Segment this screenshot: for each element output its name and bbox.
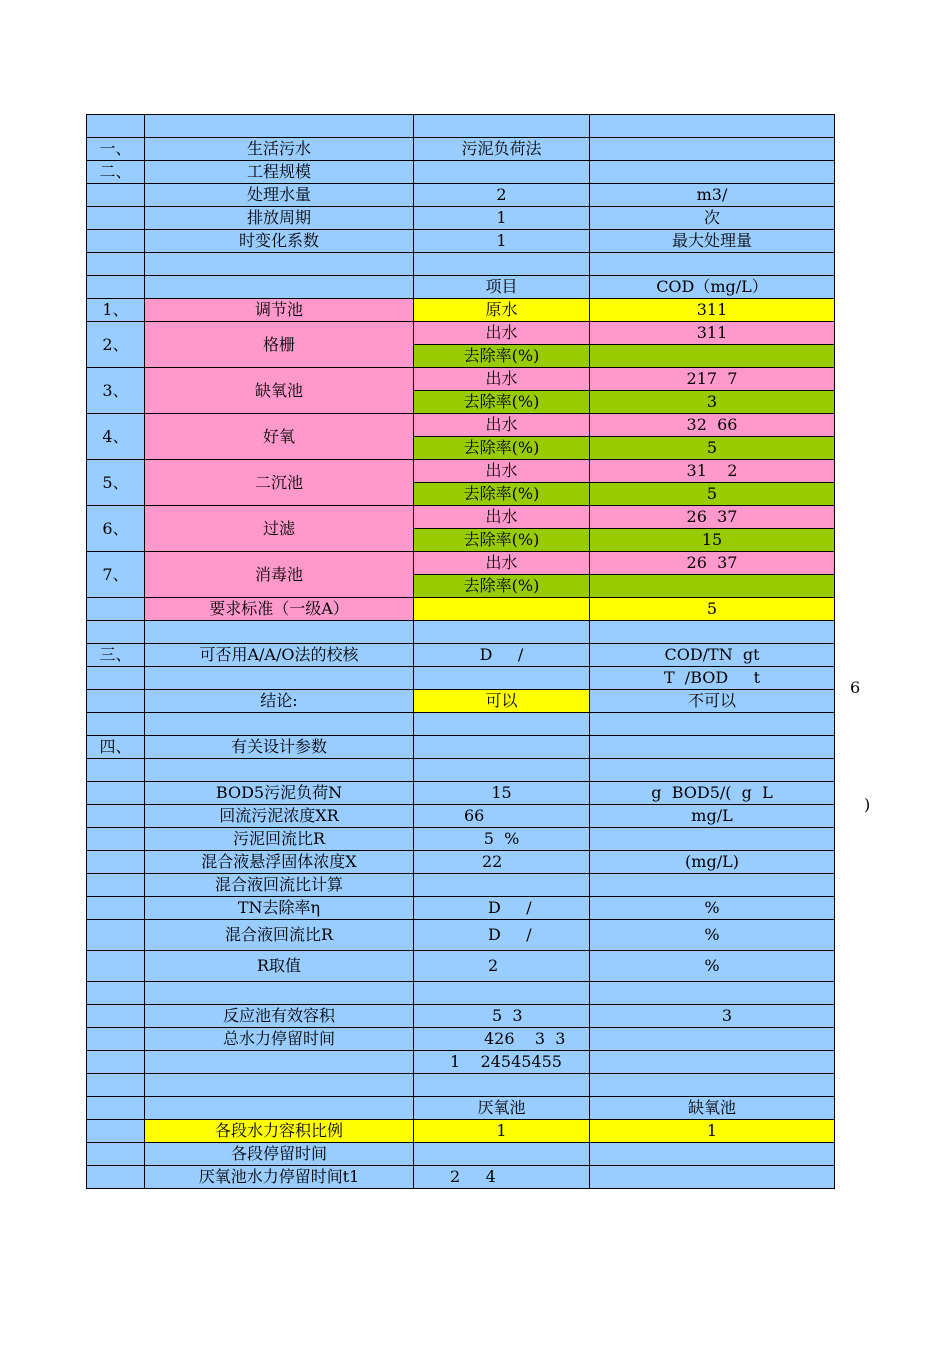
stage-name[interactable]: 好氧 <box>145 414 414 460</box>
cell[interactable] <box>87 982 145 1005</box>
param-unit[interactable]: % <box>590 951 835 982</box>
removal-rate-value[interactable]: 5 <box>590 437 835 460</box>
cell[interactable] <box>87 805 145 828</box>
unit-cell[interactable]: 次 <box>590 207 835 230</box>
param-label[interactable]: 各段水力容积比例 <box>145 1120 414 1143</box>
effluent-value[interactable]: 32 66 <box>590 414 835 437</box>
stage-name[interactable]: 二沉池 <box>145 460 414 506</box>
cell[interactable] <box>414 621 590 644</box>
section-title[interactable]: 生活污水 <box>145 138 414 161</box>
stage-name[interactable]: 调节池 <box>145 299 414 322</box>
cell[interactable] <box>414 161 590 184</box>
standard-label[interactable]: 要求标准（一级A） <box>145 598 414 621</box>
param-label[interactable]: 总水力停留时间 <box>145 1028 414 1051</box>
cell[interactable] <box>590 1028 835 1051</box>
standard-cell[interactable] <box>414 598 590 621</box>
param-label[interactable]: BOD5污泥负荷N <box>145 782 414 805</box>
overflow-text: 6 <box>850 678 861 697</box>
cell[interactable] <box>87 851 145 874</box>
section-number[interactable]: 二、 <box>87 161 145 184</box>
cell[interactable] <box>87 828 145 851</box>
conclusion-label[interactable]: 结论: <box>145 690 414 713</box>
cell[interactable] <box>590 621 835 644</box>
cell[interactable] <box>590 759 835 782</box>
cell[interactable] <box>87 207 145 230</box>
raw-water-value[interactable]: 311 <box>590 299 835 322</box>
cell[interactable] <box>87 1143 145 1166</box>
cell[interactable] <box>145 1051 414 1074</box>
value-cell[interactable]: 1 <box>414 230 590 253</box>
section-number[interactable]: 四、 <box>87 736 145 759</box>
param-value[interactable]: 1 <box>590 1120 835 1143</box>
conclusion-yes[interactable]: 可以 <box>414 690 590 713</box>
cell[interactable] <box>590 1166 835 1189</box>
cell[interactable] <box>87 951 145 982</box>
cell[interactable] <box>145 115 414 138</box>
cell[interactable] <box>87 759 145 782</box>
header-cell[interactable]: 厌氧池 <box>414 1097 590 1120</box>
param-value[interactable]: 426 3 3 <box>414 1028 590 1051</box>
removal-rate-label[interactable]: 去除率(%) <box>414 483 590 506</box>
param-label[interactable]: 厌氧池水力停留时间t1 <box>145 1166 414 1189</box>
cell[interactable] <box>87 920 145 951</box>
cell[interactable] <box>87 782 145 805</box>
cell[interactable] <box>414 982 590 1005</box>
section-title[interactable]: 有关设计参数 <box>145 736 414 759</box>
stage-name[interactable]: 格栅 <box>145 322 414 368</box>
cell[interactable] <box>414 667 590 690</box>
cell[interactable] <box>590 138 835 161</box>
design-spreadsheet <box>86 114 835 1189</box>
unit-cell[interactable]: 最大处理量 <box>590 230 835 253</box>
param-unit[interactable]: g BOD5/( g L <box>590 782 835 805</box>
param-label[interactable]: 各段停留时间 <box>145 1143 414 1166</box>
cell[interactable] <box>414 874 590 897</box>
header-cell[interactable]: 项目 <box>414 276 590 299</box>
param-unit[interactable] <box>590 828 835 851</box>
removal-rate-label[interactable]: 去除率(%) <box>414 437 590 460</box>
param-label[interactable]: 回流污泥浓度XR <box>145 805 414 828</box>
cell[interactable] <box>414 759 590 782</box>
cell[interactable] <box>87 276 145 299</box>
cell[interactable] <box>87 184 145 207</box>
value-cell[interactable]: D / <box>414 644 590 667</box>
stage-number[interactable]: 3、 <box>87 368 145 414</box>
cell[interactable] <box>590 1074 835 1097</box>
effluent-value[interactable]: 26 37 <box>590 552 835 575</box>
method-cell[interactable]: 污泥负荷法 <box>414 138 590 161</box>
param-unit[interactable]: (mg/L) <box>590 851 835 874</box>
cell[interactable] <box>145 1074 414 1097</box>
stage-name[interactable]: 消毒池 <box>145 552 414 598</box>
cell[interactable] <box>590 1051 835 1074</box>
ratio-cell[interactable]: T /BOD t <box>590 667 835 690</box>
cell[interactable] <box>145 276 414 299</box>
cell[interactable] <box>87 621 145 644</box>
cell[interactable] <box>87 874 145 897</box>
param-value[interactable]: 2 <box>414 951 590 982</box>
stage-number[interactable]: 7、 <box>87 552 145 598</box>
param-value[interactable]: D / <box>414 920 590 951</box>
stage-number[interactable]: 6、 <box>87 506 145 552</box>
cell[interactable] <box>87 1120 145 1143</box>
effluent-label[interactable]: 出水 <box>414 368 590 391</box>
removal-rate-label[interactable]: 去除率(%) <box>414 575 590 598</box>
removal-rate-label[interactable]: 去除率(%) <box>414 345 590 368</box>
stage-number[interactable]: 2、 <box>87 322 145 368</box>
effluent-label[interactable]: 出水 <box>414 506 590 529</box>
value-cell[interactable]: 2 <box>414 184 590 207</box>
cell[interactable] <box>145 1097 414 1120</box>
cell[interactable] <box>145 667 414 690</box>
cell[interactable] <box>590 982 835 1005</box>
param-unit[interactable]: % <box>590 897 835 920</box>
cell[interactable] <box>590 713 835 736</box>
ratio-cell[interactable]: COD/TN gt <box>590 644 835 667</box>
param-value[interactable]: 15 <box>414 782 590 805</box>
removal-rate-value[interactable]: 3 <box>590 391 835 414</box>
param-label[interactable]: TN去除率η <box>145 897 414 920</box>
label-cell[interactable]: 时变化系数 <box>145 230 414 253</box>
removal-rate-label[interactable]: 去除率(%) <box>414 391 590 414</box>
header-cell[interactable]: COD（mg/L） <box>590 276 835 299</box>
cell[interactable] <box>590 253 835 276</box>
label-cell[interactable]: 处理水量 <box>145 184 414 207</box>
param-value[interactable]: D / <box>414 897 590 920</box>
param-label[interactable]: 污泥回流比R <box>145 828 414 851</box>
cell[interactable] <box>590 115 835 138</box>
standard-value[interactable]: 5 <box>590 598 835 621</box>
cell[interactable] <box>590 1143 835 1166</box>
cell[interactable] <box>87 1051 145 1074</box>
cell[interactable] <box>87 690 145 713</box>
conclusion-no[interactable]: 不可以 <box>590 690 835 713</box>
param-value[interactable]: 22 <box>414 851 590 874</box>
label-cell[interactable]: 排放周期 <box>145 207 414 230</box>
param-label[interactable]: 混合液悬浮固体浓度X <box>145 851 414 874</box>
cell[interactable] <box>87 1166 145 1189</box>
param-label[interactable]: 混合液回流比计算 <box>145 874 414 897</box>
cell[interactable] <box>87 1005 145 1028</box>
cell[interactable] <box>145 253 414 276</box>
param-value[interactable]: 5 3 <box>414 1005 590 1028</box>
effluent-value[interactable]: 217 7 <box>590 368 835 391</box>
stage-name[interactable]: 过滤 <box>145 506 414 552</box>
cell[interactable] <box>145 982 414 1005</box>
removal-rate-value[interactable] <box>590 575 835 598</box>
param-value[interactable]: 5 % <box>414 828 590 851</box>
stage-number[interactable]: 4、 <box>87 414 145 460</box>
cell[interactable] <box>414 115 590 138</box>
effluent-value[interactable]: 31 2 <box>590 460 835 483</box>
cell[interactable] <box>414 713 590 736</box>
cell[interactable] <box>414 1143 590 1166</box>
value-cell[interactable]: 1 <box>414 207 590 230</box>
param-value[interactable]: 1 24545455 <box>414 1051 590 1074</box>
raw-water-label[interactable]: 原水 <box>414 299 590 322</box>
cell[interactable] <box>87 1074 145 1097</box>
effluent-label[interactable]: 出水 <box>414 414 590 437</box>
cell[interactable] <box>414 1074 590 1097</box>
section-number[interactable]: 三、 <box>87 644 145 667</box>
removal-rate-value[interactable]: 15 <box>590 529 835 552</box>
cell[interactable] <box>145 713 414 736</box>
removal-rate-label[interactable]: 去除率(%) <box>414 529 590 552</box>
cell[interactable] <box>590 874 835 897</box>
removal-rate-value[interactable] <box>590 345 835 368</box>
cell[interactable] <box>87 1028 145 1051</box>
param-label[interactable]: R取值 <box>145 951 414 982</box>
param-unit[interactable]: mg/L <box>590 805 835 828</box>
effluent-value[interactable]: 311 <box>590 322 835 345</box>
effluent-label[interactable]: 出水 <box>414 460 590 483</box>
stage-number[interactable]: 5、 <box>87 460 145 506</box>
cell[interactable] <box>145 759 414 782</box>
cell[interactable] <box>145 621 414 644</box>
stage-number[interactable]: 1、 <box>87 299 145 322</box>
header-cell[interactable]: 缺氧池 <box>590 1097 835 1120</box>
removal-rate-value[interactable]: 5 <box>590 483 835 506</box>
param-value[interactable]: 1 <box>414 1120 590 1143</box>
cell[interactable] <box>87 253 145 276</box>
section-number[interactable]: 一、 <box>87 138 145 161</box>
unit-cell[interactable]: m3/ <box>590 184 835 207</box>
cell[interactable] <box>87 897 145 920</box>
effluent-label[interactable]: 出水 <box>414 322 590 345</box>
overflow-text: ) <box>864 795 871 814</box>
cell[interactable] <box>87 667 145 690</box>
cell[interactable] <box>87 713 145 736</box>
cell[interactable] <box>414 253 590 276</box>
param-unit[interactable]: % <box>590 920 835 951</box>
effluent-value[interactable]: 26 37 <box>590 506 835 529</box>
effluent-label[interactable]: 出水 <box>414 552 590 575</box>
param-label[interactable]: 混合液回流比R <box>145 920 414 951</box>
cell[interactable] <box>87 115 145 138</box>
cell[interactable] <box>87 1097 145 1120</box>
stage-name[interactable]: 缺氧池 <box>145 368 414 414</box>
cell[interactable] <box>87 230 145 253</box>
cell[interactable] <box>590 736 835 759</box>
param-value[interactable]: 2 4 <box>414 1166 590 1189</box>
param-label[interactable]: 反应池有效容积 <box>145 1005 414 1028</box>
cell[interactable] <box>87 598 145 621</box>
section-title[interactable]: 工程规模 <box>145 161 414 184</box>
section-title[interactable]: 可否用A/A/O法的校核 <box>145 644 414 667</box>
param-value[interactable]: 3 <box>590 1005 835 1028</box>
cell[interactable] <box>414 736 590 759</box>
cell[interactable] <box>590 161 835 184</box>
param-value[interactable]: 66 <box>414 805 590 828</box>
